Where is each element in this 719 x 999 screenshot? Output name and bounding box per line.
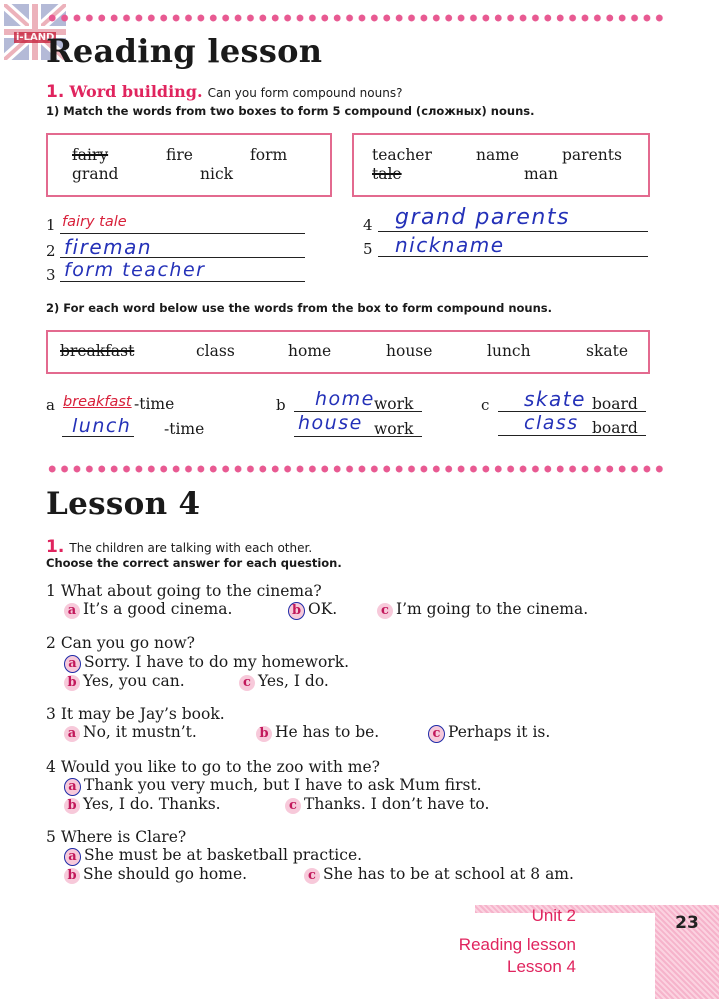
group-a-written-2: lunch [72,415,132,437]
question-4: 4 Would you like to go to the zoo with me? [46,758,380,776]
group-letter: b [276,396,286,414]
middle-dotted-divider [46,464,666,474]
answer-line [378,231,648,232]
question-5: 5 Where is Clare? [46,828,187,846]
group-a-suffix-1: -time [134,395,175,413]
box-word: teacher [372,146,432,164]
option-3b[interactable]: b He has to be. [256,723,379,742]
box-word: grand [72,165,119,183]
exercise-number: 1. [46,537,65,557]
exercise-1-heading [46,82,402,102]
box-word: fairy [72,146,109,164]
page-number: 23 [675,913,699,933]
box-word: class [196,342,235,360]
footer-reading-lesson: Reading lesson [458,935,576,954]
box-word: nick [200,165,234,183]
box-word: breakfast [60,342,135,360]
answer-number: 3 [46,266,56,284]
answer-number: 1 [46,216,56,234]
group-letter: a [46,396,55,414]
group-b-suffix-2: work [374,420,414,438]
group-b-written-1: home [315,388,375,410]
option-1c[interactable]: c I’m going to the cinema. [377,600,588,619]
option-4c[interactable]: c Thanks. I don’t have to. [285,795,489,814]
group-b-suffix-1: work [374,395,414,413]
exercise-instruction: The children are talking with each other. [69,541,313,555]
box-word: form [250,146,288,164]
footer-lesson-4: Lesson 4 [507,957,576,976]
top-dotted-divider [46,13,666,23]
page-number-box [655,905,719,999]
box-word: house [386,342,433,360]
option-3a[interactable]: a No, it mustn’t. [64,723,197,742]
lesson4-exercise-heading [46,537,312,557]
exercise-title: Word building. [69,82,203,101]
group-a-suffix-2: -time [164,420,205,438]
question-3: 3 It may be Jay’s book. [46,705,225,723]
option-3c-selected[interactable]: c Perhaps it is. [428,723,550,743]
group-c-suffix-2: board [592,419,638,437]
option-5b[interactable]: b She should go home. [64,865,247,884]
option-5a-selected[interactable]: a She must be at basketball practice. [64,846,362,866]
question-2: 2 Can you go now? [46,634,195,652]
option-1b-selected[interactable]: b OK. [288,600,337,620]
answer-1-text: fairy tale [62,214,127,230]
box-word: lunch [487,342,531,360]
box-word: name [476,146,520,164]
lesson-4-title: Lesson 4 [46,486,201,522]
logo-text: i-LAND [16,32,55,43]
option-5c[interactable]: c She has to be at school at 8 am. [304,865,574,884]
answer-number: 5 [363,240,373,258]
group-b-written-2: house [298,412,363,434]
part1-instruction: 1) Match the words from two boxes to form 5 compound (сложных) nouns. [46,104,535,118]
part2-instruction: 2) For each word below use the words from the box to form compound nouns. [46,301,553,315]
exercise-subtitle: Can you form compound nouns? [207,86,403,100]
group-c-written-1: skate [524,387,586,411]
option-2b[interactable]: b Yes, you can. [64,672,185,691]
option-4b[interactable]: b Yes, I do. Thanks. [64,795,221,814]
footer-unit: Unit 2 [531,906,576,925]
option-2c[interactable]: c Yes, I do. [239,672,329,691]
answer-number: 4 [363,216,373,234]
reading-lesson-title: Reading lesson [46,32,323,70]
group-letter: c [481,396,490,414]
box-word: skate [586,342,628,360]
box-word: fire [166,146,193,164]
question-1: 1 What about going to the cinema? [46,582,322,600]
group-a-written-1: breakfast [63,394,132,410]
answer-line [60,281,305,282]
option-4a-selected[interactable]: a Thank you very much, but I have to ask Mum first. [64,776,482,796]
option-2a-selected[interactable]: a Sorry. I have to do my homework. [64,653,349,673]
group-c-suffix-1: board [592,395,638,413]
box-word: tale [372,165,402,183]
group-c-written-2: class [524,412,579,434]
answer-number: 2 [46,242,56,260]
exercise-number: 1. [46,82,65,102]
answer-2-text: fireman [64,235,153,259]
exercise-instruction-2: Choose the correct answer for each question. [46,556,342,570]
word-box-part2 [46,330,650,374]
answer-line [60,233,305,234]
answer-5-text: nickname [395,233,505,257]
box-word: home [288,342,332,360]
answer-4-text: grand parents [395,205,570,230]
box-word: parents [562,146,622,164]
answer-3-text: form teacher [64,259,206,281]
box-word: man [524,165,558,183]
option-1a[interactable]: a It’s a good cinema. [64,600,232,619]
